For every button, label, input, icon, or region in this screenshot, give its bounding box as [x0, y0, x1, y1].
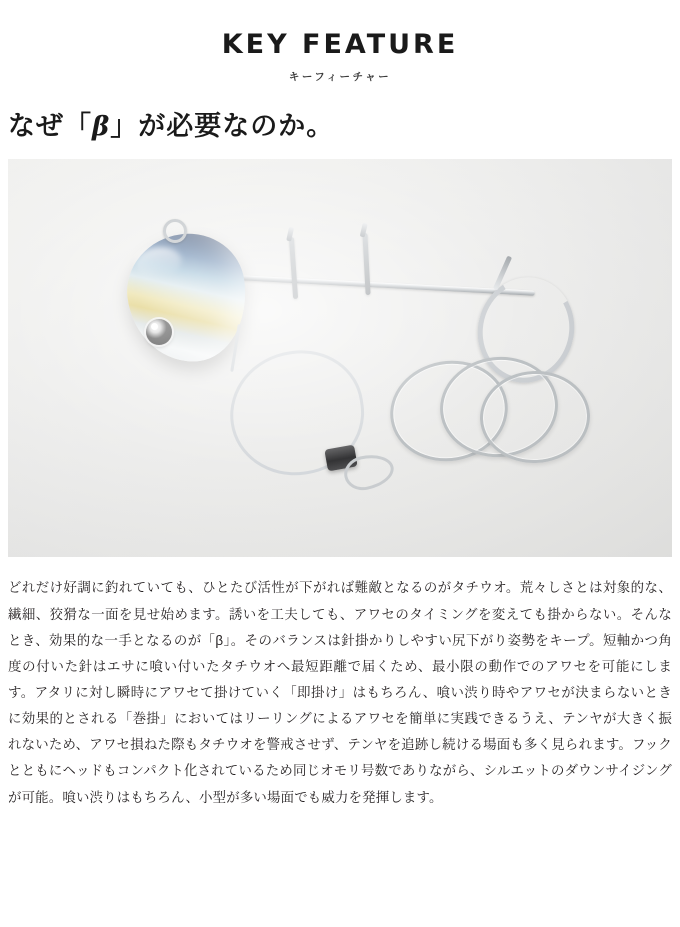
hook-barb-icon: [289, 237, 298, 299]
product-photo: [8, 159, 672, 557]
beta-symbol: β: [92, 111, 111, 142]
page-subtitle: キーフィーチャー: [288, 70, 392, 83]
lead-heading-before: なぜ「: [8, 110, 92, 141]
body-paragraph: どれだけ好調に釣れていても、ひとたび活性が下がれば難敵となるのがタチウオ。荒々しさとは対象的な、繊細、狡猾な一面を見せ始めます。誘いを工夫しても、アワセのタイミングを変えても掛からない。そんなとき、効果的な一手となるのが「β」。そのバランスは針掛かりしやすい尻下がり姿勢をキープ。短軸かつ角度の付いた針はエサに喰い付いたタチウオへ最短距離で届くため、最小限の動作でのアワセを可能にします。アタリに対し瞬時にアワセて掛けていく「即掛け」はもちろん、喰い渋り時やアワセが決まらないときに効果的とされる「巻掛」においてはリーリングによるアワセを簡単に実践できるうえ、テンヤが大きく振れないため、アワセ損ねた際もタチウオを警戒させず、テンヤを追跡し続ける場面も多く見られます。フックとともにヘッドもコンパクト化されているため同じオモリ号数でありながら、シルエットのダウンサイジングが可能。喰い渋りはもちろん、小型が多い場面でも威力を発揮します。: [8, 580, 672, 805]
page-title: KEY FEATURE: [221, 29, 459, 60]
lead-heading-after: 」が必要なのか。: [110, 110, 335, 141]
product-photo-scene: [8, 159, 672, 557]
hook-shank-icon: [240, 276, 535, 296]
page-header: [0, 0, 680, 84]
lead-heading: [8, 110, 680, 144]
